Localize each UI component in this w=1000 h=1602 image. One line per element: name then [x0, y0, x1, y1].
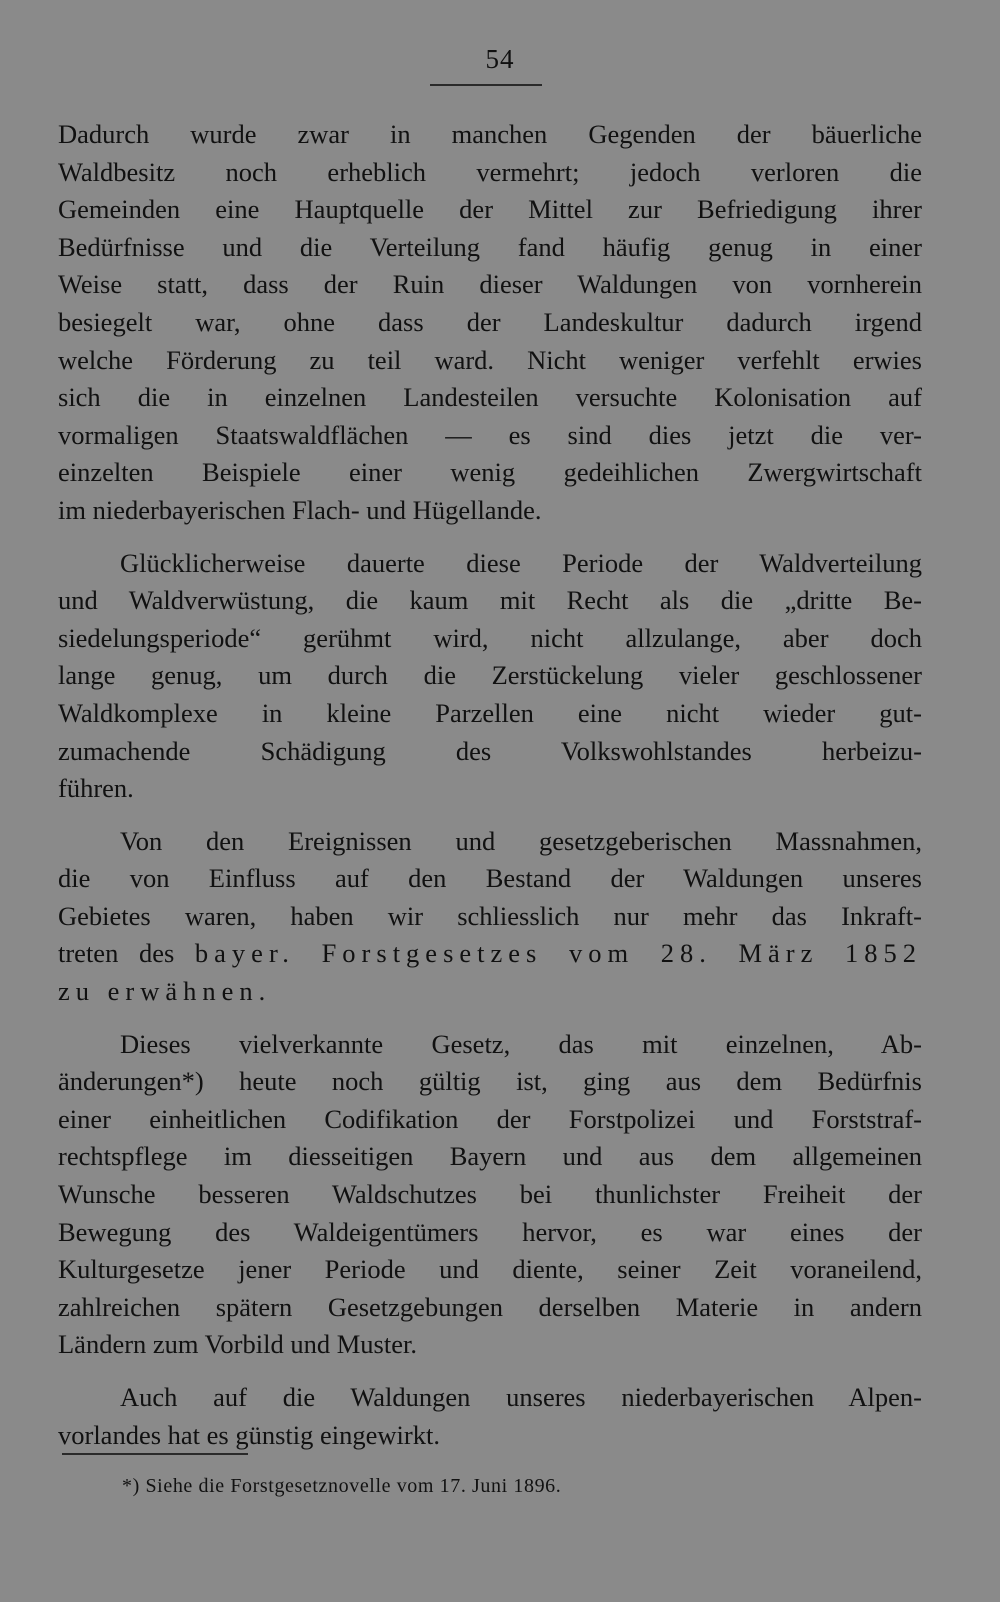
text-line: [58, 935, 922, 973]
text-line: vorlandes hat es günstig eingewirkt.: [58, 1419, 440, 1450]
text-line: lange genug, um durch die Zerstückelung vieler geschlossener: [58, 660, 922, 691]
text-line: Dadurch wurde zwar in manchen Gegenden der bäuerliche: [58, 119, 922, 149]
text-line: Dieses vielverkannte Gesetz, das mit einzelnen, Ab-: [120, 1028, 922, 1059]
text-line: [58, 973, 922, 1011]
text-line: zahlreichen spätern Gesetzgebungen derselben Materie in andern: [58, 1291, 922, 1322]
text-line: welche Förderung zu teil ward. Nicht weniger verfehlt erwies: [58, 344, 922, 375]
text-line: Kulturgesetze jener Periode und diente, seiner Zeit voraneilend,: [58, 1254, 922, 1285]
body-text: [58, 116, 922, 1454]
text-line: änderungen*) heute noch gültig ist, ging aus dem Bedürfnis: [58, 1066, 922, 1097]
text-line: und Waldverwüstung, die kaum mit Recht als die „dritte Be-: [58, 585, 922, 616]
text-line: führen.: [58, 773, 134, 804]
text-line: die von Einfluss auf den Bestand der Waldungen unseres: [58, 863, 922, 894]
text-line: sich die in einzelnen Landesteilen versuchte Kolonisation auf: [58, 382, 922, 413]
text-line: Waldkomplexe in kleine Parzellen eine nicht wieder gut-: [58, 697, 922, 728]
text-line: Glücklicherweise dauerte diese Periode der Waldverteilung: [120, 547, 922, 578]
page-number: 54: [485, 44, 515, 74]
text-line: Gemeinden eine Hauptquelle der Mittel zur Befriedigung ihrer: [58, 194, 922, 225]
text-line: zumachende Schädigung des Volkswohlstandes herbeizu-: [58, 735, 922, 766]
text-line: Auch auf die Waldungen unseres niederbayerischen Alpen-: [120, 1382, 922, 1412]
footnote: *) Siehe die Forstgesetznovelle vom 17. Juni 1896.: [122, 1475, 562, 1497]
text-line: rechtspflege im diesseitigen Bayern und aus dem allgemeinen: [58, 1141, 922, 1172]
emphasized-text: bayer. Forstgesetzes vom 28. März 1852: [194, 938, 923, 969]
emphasized-text: zu erwähnen.: [58, 976, 272, 1007]
paragraph-5: [58, 1379, 922, 1454]
text-line: Waldbesitz noch erheblich vermehrt; jedoch verloren die: [58, 156, 922, 187]
text-line: besiegelt war, ohne dass der Landeskultur dadurch irgend: [58, 306, 922, 337]
text-line: einer einheitlichen Codifikation der Forstpolizei und Forststraf-: [58, 1103, 922, 1134]
text-line: siedelungsperiode“ gerühmt wird, nicht allzulange, aber doch: [58, 622, 922, 653]
text-line: Von den Ereignissen und gesetzgeberischen Massnahmen,: [120, 825, 922, 856]
text-line: Bewegung des Waldeigentümers hervor, es war eines der: [58, 1216, 922, 1247]
text-line: Ländern zum Vorbild und Muster.: [58, 1329, 417, 1360]
text-line: im niederbayerischen Flach- und Hügellande.: [58, 494, 542, 525]
footnote-rule: [62, 1453, 248, 1455]
text-line: einzelten Beispiele einer wenig gedeihlichen Zwergwirtschaft: [58, 457, 922, 488]
paragraph-3: [58, 823, 922, 1011]
paragraph-1: [58, 116, 922, 530]
text-line: Wunsche besseren Waldschutzes bei thunlichster Freiheit der: [58, 1179, 922, 1210]
text-line: Gebietes waren, haben wir schliesslich nur mehr das Inkraft-: [58, 900, 922, 931]
paragraph-2: [58, 545, 922, 808]
text-line: Bedürfnisse und die Verteilung fand häufig genug in einer: [58, 231, 922, 262]
paragraph-4: [58, 1026, 922, 1364]
text-line: vormaligen Staatswaldflächen — es sind dies jetzt die ver-: [58, 419, 922, 450]
text-line: Weise statt, dass der Ruin dieser Waldungen von vornherein: [58, 269, 922, 300]
text-fragment: treten des: [58, 938, 175, 969]
page-number-rule: [430, 84, 542, 86]
